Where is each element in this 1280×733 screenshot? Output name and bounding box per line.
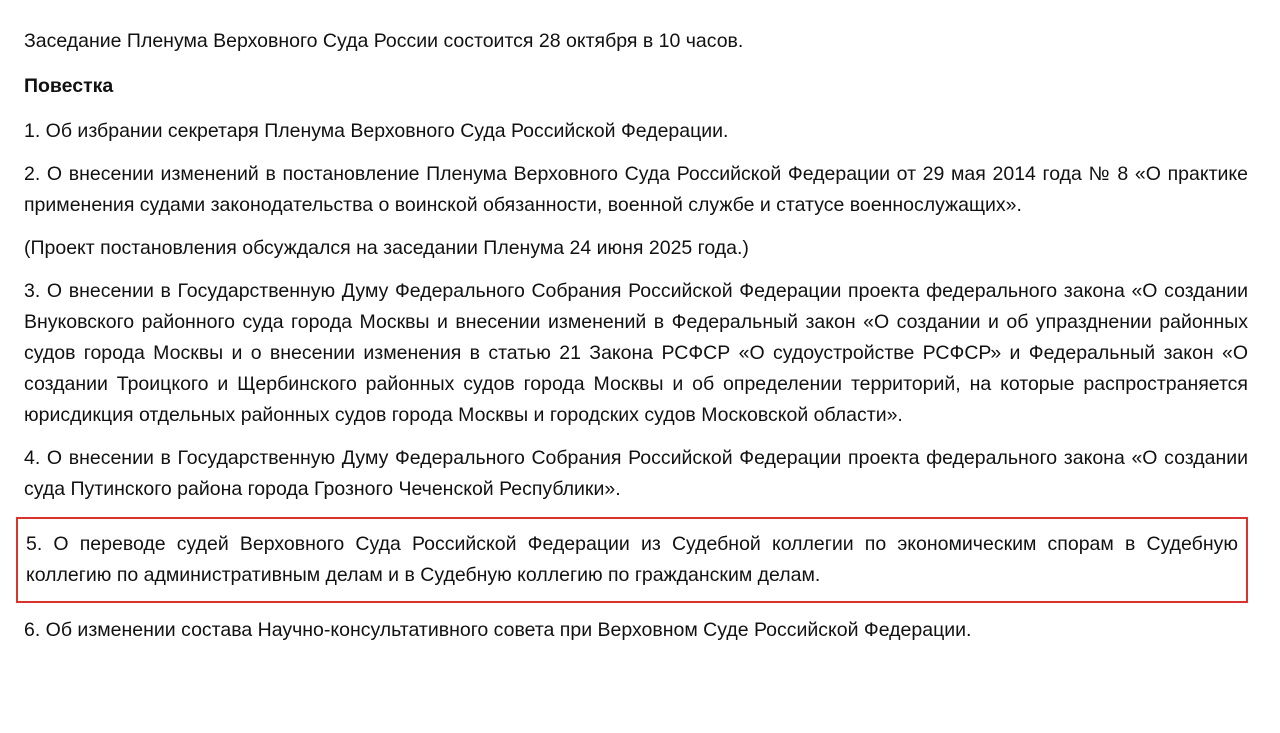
agenda-item-2-note: (Проект постановления обсуждался на заседании Пленума 24 июня 2025 года.) [24,237,749,259]
plenum-announcement: Заседание Пленума Верховного Суда России состоится 28 октября в 10 часов. [24,30,744,52]
highlight-box [16,517,1248,603]
document-body [24,26,1248,658]
agenda-item-4: 4. О внесении в Государственную Думу Федерального Собрания Российской Федерации проекта федерального закона «О создании суда Путинского района города Грозного Чеченской Республики». [24,447,1248,500]
agenda-item-6: 6. Об изменении состава Научно-консультативного совета при Верховном Суде Российской Федерации. [24,619,972,641]
agenda-item-1: 1. Об избрании секретаря Пленума Верховного Суда Российской Федерации. [24,120,729,142]
agenda-item-2: 2. О внесении изменений в постановление Пленума Верховного Суда Российской Федерации от 29 мая 2014 года № 8 «О практике применения судами законодательства о воинской обязанности, военной службе и статусе военнослужащих». [24,163,1248,216]
agenda-item-3: 3. О внесении в Государственную Думу Федерального Собрания Российской Федерации проекта федерального закона «О создании Внуковского районного суда города Москвы и внесении изменений в Федеральный закон «О создании и об упразднении районных судов города Москвы и о внесении изменения в статью 21 Закона РСФСР «О судоустройстве РСФСР» и Федеральный закон «О создании Троицкого и Щербинского районных судов города Москвы и об определении территорий, на которые распространяется юрисдикция отдельных районных судов города Москвы и городских судов Московской области». [24,280,1248,426]
agenda-item-5: 5. О переводе судей Верховного Суда Российской Федерации из Судебной коллегии по экономическим спорам в Судебную коллегию по административным делам и в Судебную коллегию по гражданским делам. [26,533,1238,586]
agenda-heading: Повестка [24,75,114,97]
